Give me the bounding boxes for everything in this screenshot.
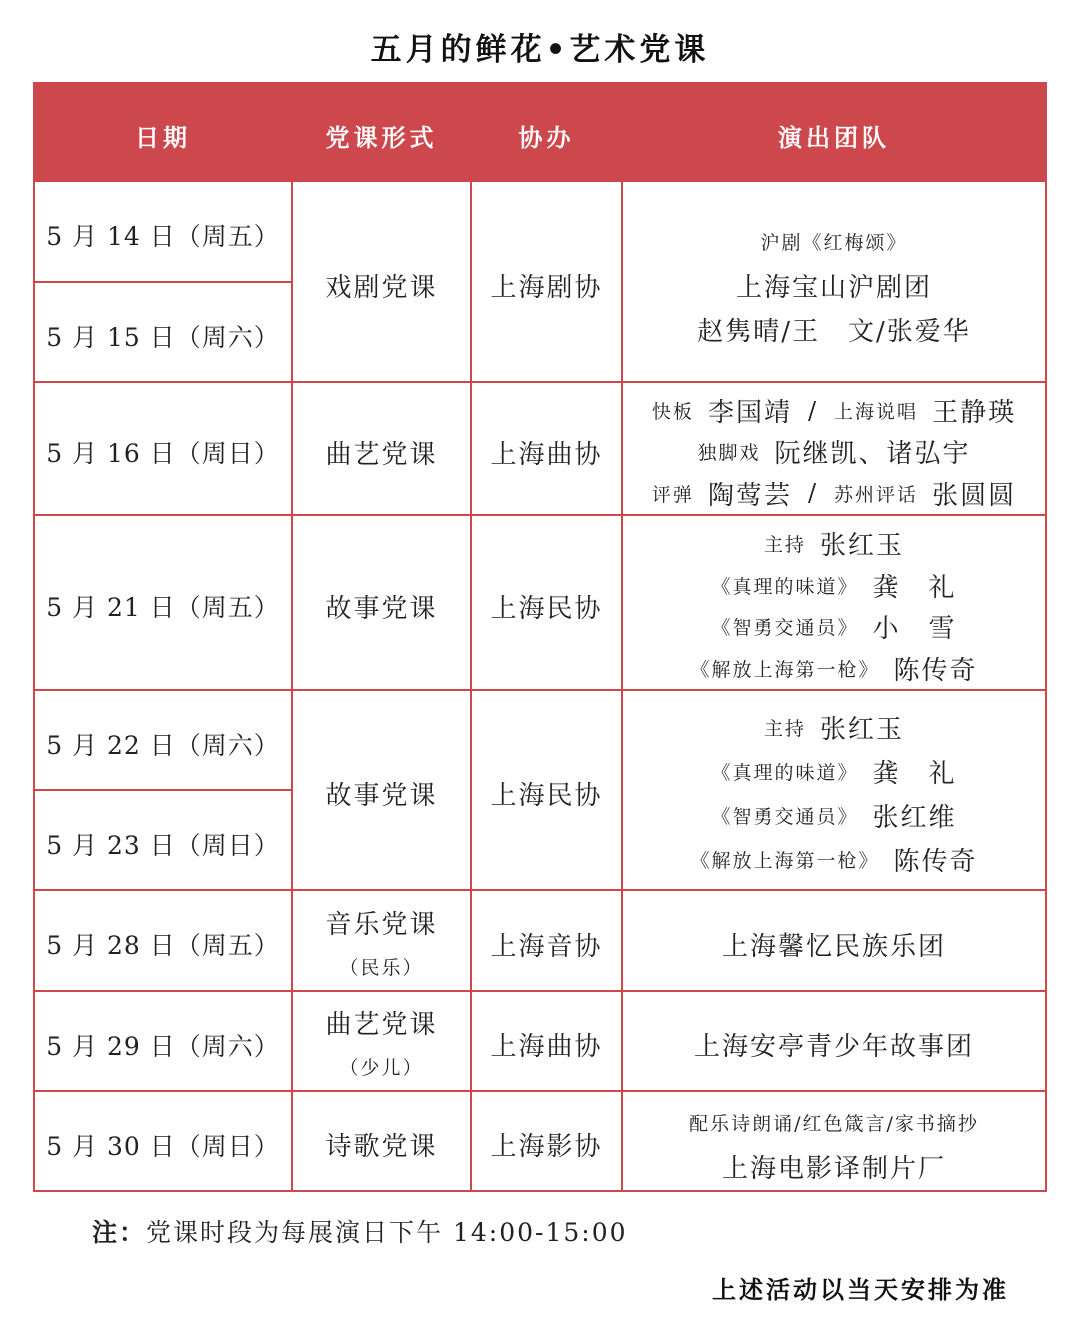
column-header-organizer: 协办 xyxy=(472,84,621,180)
time-note xyxy=(92,1213,628,1253)
team-line xyxy=(711,565,956,607)
course-type-label: 音乐党课 xyxy=(325,909,438,940)
performer-name: 龚 礼 xyxy=(872,572,957,603)
team-line xyxy=(711,750,956,794)
performer-cell xyxy=(623,182,1045,381)
date-cell: 5 月 15 日（周六） xyxy=(35,283,291,381)
performer-name: 陈传奇 xyxy=(893,655,978,686)
disclaimer: 上述活动以当天安排为准 xyxy=(712,1275,1009,1304)
performance-type: 苏州评话 xyxy=(834,483,919,506)
note-text: 党课时段为每展演日下午 14:00-15:00 xyxy=(146,1218,628,1247)
team-line xyxy=(689,1101,979,1145)
performer-name: 王静瑛 xyxy=(932,398,1017,429)
course-type-cell: 故事党课 xyxy=(293,516,470,689)
performer-name: 小 雪 xyxy=(872,614,957,645)
date-cell: 5 月 16 日（周日） xyxy=(35,383,291,514)
team-line xyxy=(764,523,904,565)
course-type-cell xyxy=(293,992,470,1090)
team-line xyxy=(722,922,946,966)
performer-name: 上海电影译制片厂 xyxy=(721,1154,946,1184)
performer-name: 张红维 xyxy=(872,803,957,833)
course-type-cell: 故事党课 xyxy=(293,691,470,889)
performance-type: 快板 xyxy=(651,401,694,424)
course-type-cell: 戏剧党课 xyxy=(293,182,470,381)
performance-title: 《智勇交通员》 xyxy=(711,806,859,828)
performer-cell xyxy=(623,383,1045,514)
page-title: 五月的鲜花•艺术党课 xyxy=(370,32,710,68)
performer-cell xyxy=(623,891,1045,990)
organizer-cell: 上海民协 xyxy=(472,516,621,689)
team-line xyxy=(736,263,932,307)
date-cell: 5 月 23 日（周日） xyxy=(35,791,291,889)
performance-title: 《解放上海第一枪》 xyxy=(690,850,880,872)
team-line xyxy=(697,431,970,472)
performance-program: 配乐诗朗诵/红色箴言/家书摘抄 xyxy=(689,1113,979,1135)
date-cell: 5 月 14 日（周五） xyxy=(35,182,291,281)
date-cell: 5 月 29 日（周六） xyxy=(35,992,291,1090)
performer-name: 上海馨忆民族乐团 xyxy=(721,931,946,962)
performer-name: 李国靖 xyxy=(707,398,792,429)
organizer-cell: 上海曲协 xyxy=(472,992,621,1090)
team-line xyxy=(694,1023,974,1067)
team-line xyxy=(690,648,977,690)
course-type-note: （民乐） xyxy=(339,956,424,979)
performance-title: 《解放上海第一枪》 xyxy=(690,658,880,681)
column-header-course-type: 党课形式 xyxy=(293,84,470,180)
performance-role: 主持 xyxy=(763,718,806,740)
performer-name: 陈传奇 xyxy=(893,847,978,877)
course-type-cell: 诗歌党课 xyxy=(293,1092,470,1190)
schedule-table xyxy=(33,82,1047,1192)
performer-cell xyxy=(623,1092,1045,1190)
performance-title: 沪剧《红梅颂》 xyxy=(760,231,908,254)
performer-cell xyxy=(623,516,1045,689)
performer-cell xyxy=(623,691,1045,889)
team-line xyxy=(697,307,971,351)
team-line xyxy=(711,606,956,648)
team-line xyxy=(690,838,977,882)
team-line xyxy=(764,706,904,750)
column-header-date: 日期 xyxy=(35,84,291,180)
performer-name: 龚 礼 xyxy=(872,759,957,789)
performer-name: 上海安亭青少年故事团 xyxy=(693,1032,974,1062)
performer-name: 阮继凯、诸弘宇 xyxy=(774,439,971,470)
organizer-cell: 上海剧协 xyxy=(472,182,621,381)
performance-type: 评弹 xyxy=(651,483,694,506)
performance-title: 《真理的味道》 xyxy=(711,762,859,784)
column-header-performers: 演出团队 xyxy=(623,84,1045,180)
team-line xyxy=(652,390,1016,431)
course-type-cell: 曲艺党课 xyxy=(293,383,470,514)
course-type-cell xyxy=(293,891,470,990)
organizer-cell: 上海曲协 xyxy=(472,383,621,514)
performer-name: 上海宝山沪剧团 xyxy=(735,272,932,303)
performance-title: 《真理的味道》 xyxy=(711,575,859,598)
separator: / xyxy=(807,479,819,508)
performance-title: 《智勇交通员》 xyxy=(711,617,859,640)
note-label: 注： xyxy=(92,1218,147,1247)
date-cell: 5 月 28 日（周五） xyxy=(35,891,291,990)
performer-name: 张圆圆 xyxy=(932,480,1017,511)
performer-name: 赵隽晴/王 文/张爱华 xyxy=(697,316,971,347)
organizer-cell: 上海民协 xyxy=(472,691,621,889)
organizer-cell: 上海影协 xyxy=(472,1092,621,1190)
team-line xyxy=(722,1145,946,1189)
date-cell: 5 月 22 日（周六） xyxy=(35,691,291,789)
performer-name: 陶莺芸 xyxy=(707,480,792,511)
team-line xyxy=(760,219,907,263)
performance-role: 主持 xyxy=(763,534,806,557)
course-type-note: （少儿） xyxy=(339,1057,424,1079)
team-line xyxy=(652,473,1016,514)
course-type-label: 曲艺党课 xyxy=(325,1010,438,1040)
performance-type: 上海说唱 xyxy=(834,401,919,424)
date-cell: 5 月 30 日（周日） xyxy=(35,1092,291,1190)
performer-cell xyxy=(623,992,1045,1090)
performance-type: 独脚戏 xyxy=(697,442,761,465)
separator: / xyxy=(807,396,819,425)
organizer-cell: 上海音协 xyxy=(472,891,621,990)
performer-name: 张红玉 xyxy=(820,715,905,745)
date-cell: 5 月 21 日（周五） xyxy=(35,516,291,689)
team-line xyxy=(711,794,956,838)
performer-name: 张红玉 xyxy=(820,531,905,562)
